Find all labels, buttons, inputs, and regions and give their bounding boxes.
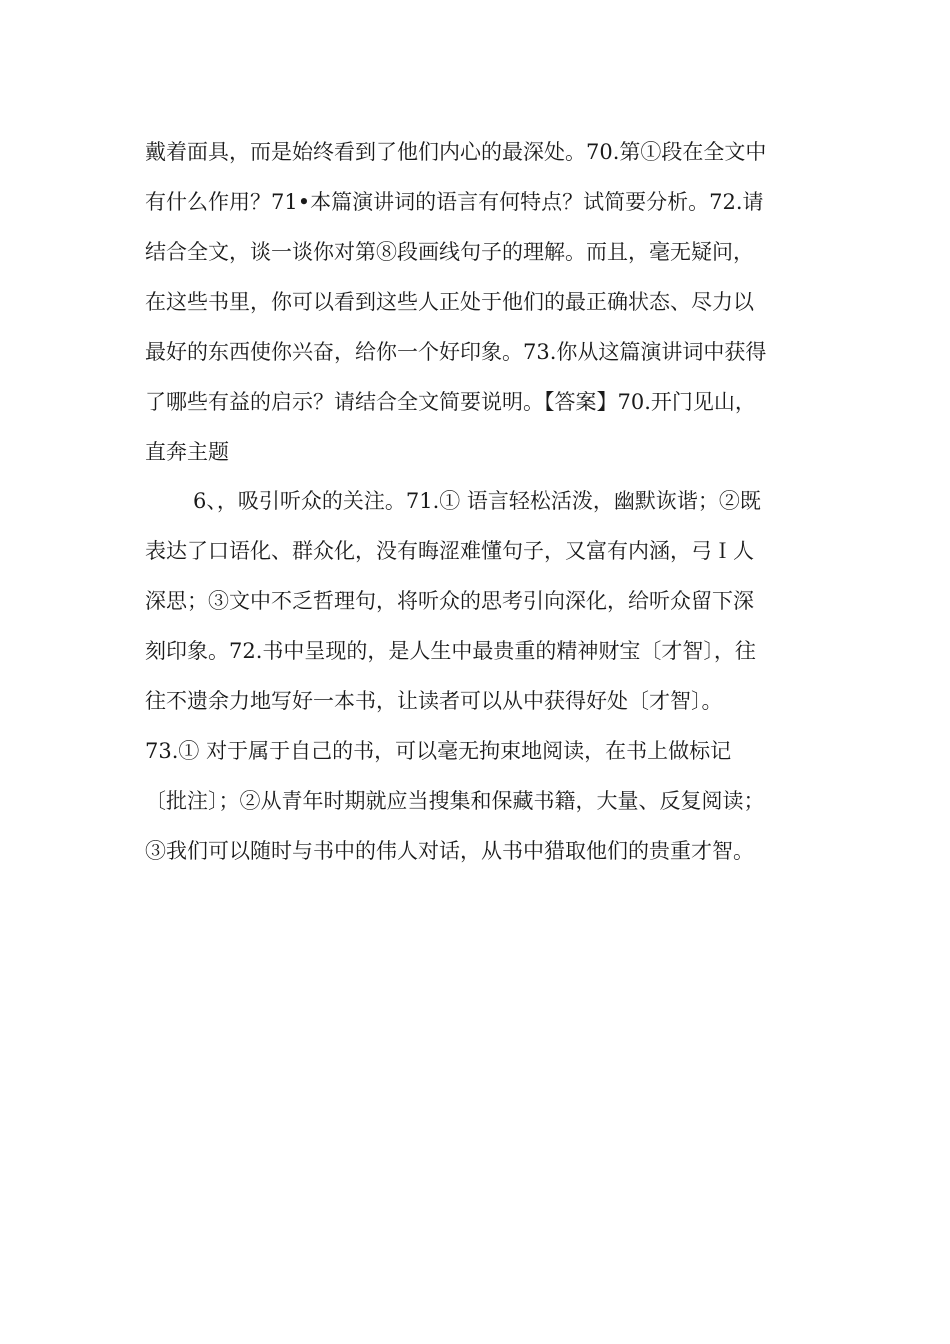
text-line: 有什么作用？71•本篇演讲词的语言有何特点？试简要分析。72.请 xyxy=(145,190,764,214)
text-line: ③我们可以随时与书中的伟人对话，从书中猎取他们的贵重才智。 xyxy=(145,839,754,863)
text-line: 直奔主题 xyxy=(145,440,229,464)
text-line: 结合全文，谈一谈你对第⑧段画线句子的理解。而且，毫无疑问， xyxy=(145,240,754,264)
text-line: 戴着面具，而是始终看到了他们内心的最深处。70.第①段在全文中 xyxy=(145,140,767,164)
text-line: 最好的东西使你兴奋，给你一个好印象。73.你从这篇演讲词中获得 xyxy=(145,340,767,364)
text-line: 深思；③文中不乏哲理句，将听众的思考引向深化，给听众留下深 xyxy=(145,589,754,613)
text-line: 刻印象。72.书中呈现的，是人生中最贵重的精神财宝〔才智〕，往 xyxy=(145,639,756,663)
text-line: 表达了口语化、群众化，没有晦涩难懂句子，又富有内涵，弓Ｉ人 xyxy=(145,539,754,563)
text-line: 在这些书里，你可以看到这些人正处于他们的最正确状态、尽力以 xyxy=(145,290,754,314)
text-line: 往不遗余力地写好一本书，让读者可以从中获得好处〔才智〕。 xyxy=(145,689,723,713)
paragraph-1 xyxy=(145,127,815,477)
text-line: 〔批注〕；②从青年时期就应当搜集和保藏书籍，大量、反复阅读； xyxy=(145,789,765,813)
paragraph-2 xyxy=(145,476,815,876)
text-line: 6、，吸引听众的关注。71.① 语言轻松活泼，幽默诙谐；②既 xyxy=(193,489,761,513)
text-line: 了哪些有益的启示？请结合全文简要说明。【答案】70.开门见山， xyxy=(145,390,756,414)
text-line: 73.① 对于属于自己的书，可以毫无拘束地阅读，在书上做标记 xyxy=(145,739,732,763)
